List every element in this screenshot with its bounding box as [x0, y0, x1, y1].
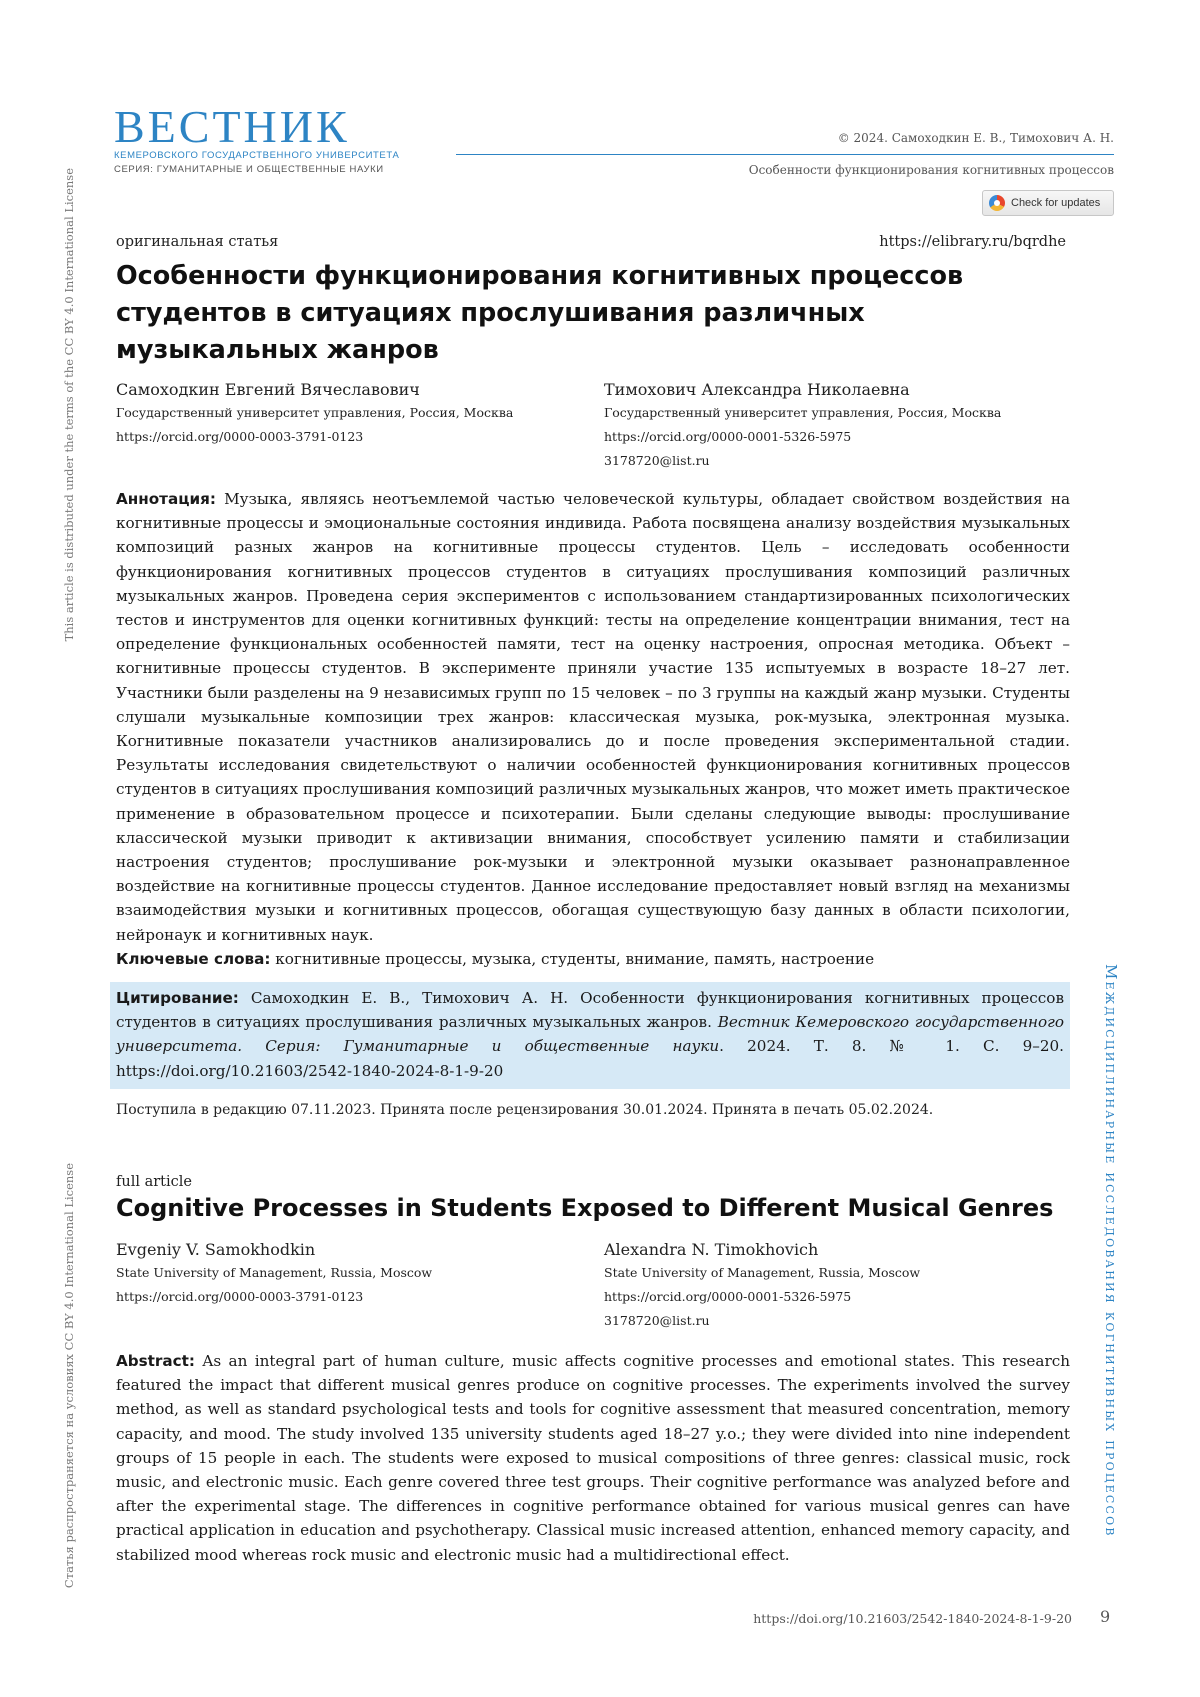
author-block-1-ru	[116, 380, 586, 449]
abstract-text: Музыка, являясь неотъемлемой частью человеческой культуры, обладает свойством воздействия на когнитивные процессы и эмоциональные состояния индивида. Работа посвящена анализу воздействия музыкальных композиций разных жанров на когнитивные процессы студентов. Цель – исследовать особенности функционирования когнитивных процессов студентов в ситуациях прослушивания композиций различных музыкальных жанров. Проведена серия экспериментов с использованием стандартизированных психологических тестов и инструментов для оценки когнитивных функций: тесты на определение концентрации внимания, тест на определение функциональных особенностей памяти, тест на оценку настроения, опросная методика. Объект – когнитивные процессы студентов. В эксперименте приняли участие 135 испытуемых в возрасте 18–27 лет. Участники были разделены на 9 независимых групп по 15 человек – по 3 группы на каждый жанр музыки. Студенты слушали музыкальные композиции трех жанров: классическая музыка, рок-музыка, электронная музыка. Когнитивные показатели участников анализировались до и после проведения экспериментальной стадии. Результаты исследования свидетельствуют о наличии особенностей функционирования когнитивных процессов студентов в ситуациях прослушивания композиций различных музыкальных жанров, что может иметь практическое применение в образовательном процессе и психотерапии. Были сделаны следующие выводы: прослушивание классической музыки приводит к активизации внимания, способствует усилению памяти и стабилизации настроения студентов; прослушивание рок-музыки и электронной музыки оказывает разнонаправленное воздействие на когнитивные процессы студентов. Данное исследование предоставляет новый взгляд на механизмы взаимодействия музыки и когнитивных процессов, обогащая существующую базу данных в области психологии, нейронаук и когнитивных наук.	[116, 490, 1070, 944]
elibrary-link[interactable]: https://elibrary.ru/bqrdhe	[879, 234, 1066, 250]
author-orcid[interactable]: https://orcid.org/0000-0003-3791-0123	[116, 429, 364, 444]
article-title-ru: Особенности функционирования когнитивных процессов студентов в ситуациях прослушивания различных музыкальных жанров	[116, 261, 964, 365]
section-title: Междисциплинарные исследования когнитивных процессов	[1102, 964, 1120, 1538]
author-email[interactable]: 3178720@list.ru	[604, 1313, 710, 1328]
abstract-label: Abstract:	[116, 1352, 196, 1370]
footer-doi[interactable]: https://doi.org/10.21603/2542-1840-2024-8-1-9-20	[753, 1611, 1072, 1626]
license-note-ru: Статья распространяется на условиях CC BY 4.0 International License	[62, 1163, 76, 1589]
abstract-ru	[116, 487, 1070, 971]
author-affiliation: State University of Management, Russia, Moscow	[116, 1265, 433, 1280]
author-block-2-en	[604, 1240, 1074, 1333]
check-for-updates-label: Check for updates	[1011, 197, 1101, 209]
author-orcid[interactable]: https://orcid.org/0000-0001-5326-5975	[604, 1289, 852, 1304]
author-affiliation: Государственный университет управления, Россия, Москва	[116, 405, 514, 420]
author-orcid[interactable]: https://orcid.org/0000-0001-5326-5975	[604, 429, 852, 444]
author-name: Alexandra N. Timokhovich	[604, 1240, 819, 1259]
keywords-label: Ключевые слова:	[116, 949, 271, 968]
article-type-ru: оригинальная статья	[116, 234, 279, 250]
check-for-updates-button[interactable]	[982, 190, 1114, 216]
copyright: © 2024. Самоходкин Е. В., Тимохович А. Н.	[837, 131, 1114, 145]
page-number: 9	[1100, 1607, 1111, 1626]
article-title-en: Cognitive Processes in Students Exposed to Different Musical Genres	[116, 1194, 1054, 1222]
crossmark-icon	[989, 195, 1005, 211]
author-email[interactable]: 3178720@list.ru	[604, 453, 710, 468]
author-name: Тимохович Александра Николаевна	[604, 380, 910, 399]
journal-series: СЕРИЯ: ГУМАНИТАРНЫЕ И ОБЩЕСТВЕННЫЕ НАУКИ	[114, 164, 384, 175]
abstract-text: As an integral part of human culture, music affects cognitive processes and emotional states. This research featured the impact that different musical genres produce on cognitive processes. The experiments involved the survey method, as well as standard psychological tests and tools for cognitive assessment that measured concentration, memory capacity, and mood. The study involved 135 university students aged 18–27 y.o.; they were divided into nine independent groups of 15 people in each. The students were exposed to musical compositions of three genres: classical music, rock music, and electronic music. Each genre covered three test groups. Their cognitive performance was analyzed before and after the experimental stage. The differences in cognitive performance obtained for various musical genres can have practical application in education and psychotherapy. Classical music increased attention, enhanced memory capacity, and stabilized mood whereas rock music and electronic music had a multidirectional effect.	[116, 1352, 1070, 1564]
author-name: Самоходкин Евгений Вячеславович	[116, 380, 420, 399]
abstract-en	[116, 1349, 1070, 1567]
citation-doi[interactable]: . 2024. Т. 8. № 1. С. 9–20. https://doi.org/10.21603/2542-1840-2024-8-1-9-20	[116, 1037, 1064, 1080]
submission-dates: Поступила в редакцию 07.11.2023. Принята после рецензирования 30.01.2024. Принята в печать 05.02.2024.	[116, 1102, 934, 1118]
author-name: Evgeniy V. Samokhodkin	[116, 1240, 316, 1259]
citation-journal: Вестник Кемеровского государственного университета. Серия: Гуманитарные и общественные науки	[116, 1013, 1065, 1056]
header-divider	[456, 154, 1114, 155]
author-affiliation: Государственный университет управления, Россия, Москва	[604, 405, 1002, 420]
citation-text: Самоходкин Е. В., Тимохович А. Н. Особенности функционирования когнитивных процессов студентов в ситуациях прослушивания различных музыкальных жанров.	[116, 989, 1064, 1032]
author-block-1-en	[116, 1240, 586, 1309]
article-type-en: full article	[116, 1174, 192, 1190]
license-note-en: This article is distributed under the terms of the CC BY 4.0 International License	[62, 168, 76, 642]
journal-logo-title: ВЕСТНИК	[114, 101, 350, 152]
author-block-2-ru	[604, 380, 1074, 473]
journal-logo-subtitle: КЕМЕРОВСКОГО ГОСУДАРСТВЕННОГО УНИВЕРСИТЕТА	[114, 150, 400, 161]
author-affiliation: State University of Management, Russia, Moscow	[604, 1265, 921, 1280]
abstract-label: Аннотация:	[116, 490, 216, 508]
citation-label: Цитирование:	[116, 989, 239, 1007]
running-title: Особенности функционирования когнитивных процессов	[748, 163, 1114, 177]
citation-box	[110, 982, 1070, 1089]
author-orcid[interactable]: https://orcid.org/0000-0003-3791-0123	[116, 1289, 364, 1304]
keywords-text: когнитивные процессы, музыка, студенты, внимание, память, настроение	[275, 949, 875, 968]
